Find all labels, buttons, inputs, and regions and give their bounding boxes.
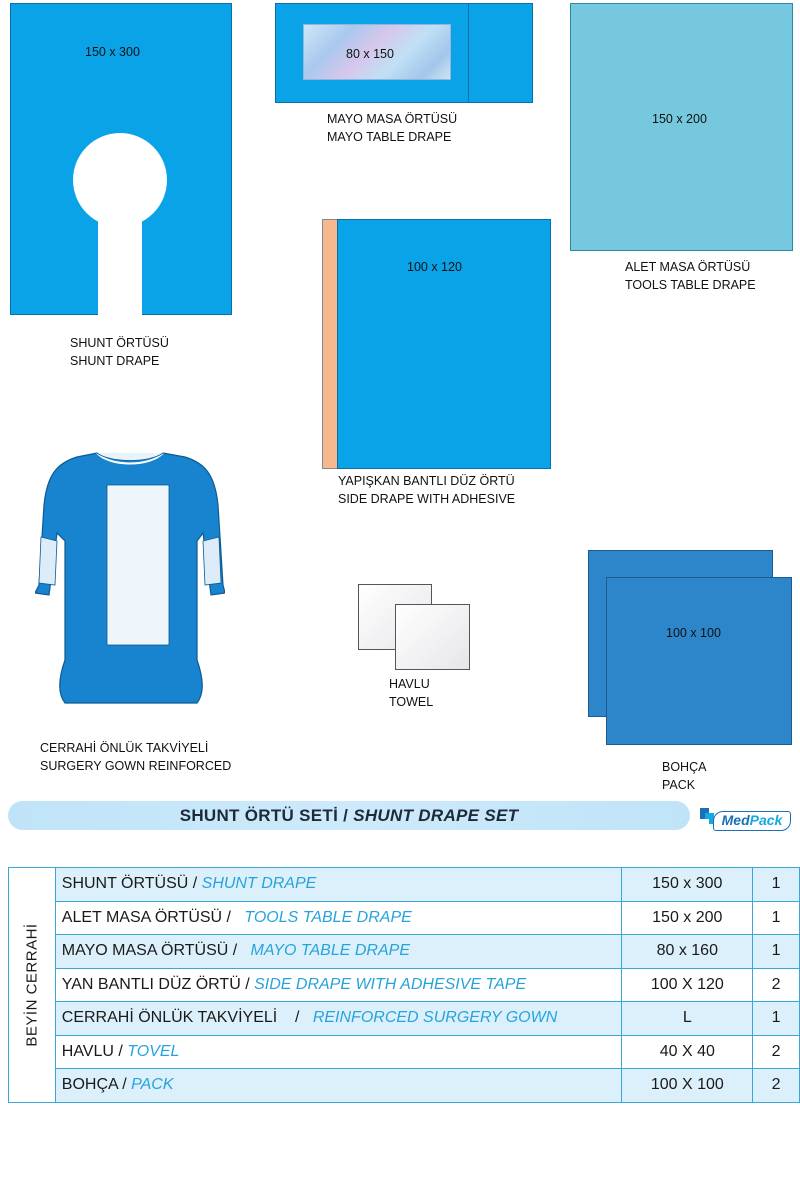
pack-caption-tr: BOHÇA — [662, 760, 707, 774]
side-drape-caption-en: SIDE DRAPE WITH ADHESIVE — [338, 492, 516, 506]
pack-size: 100 x 100 — [666, 626, 721, 640]
pack-caption-en: PACK — [662, 778, 696, 792]
medpack-logo-wordmark — [713, 811, 791, 831]
item-size-cell: 100 X 120 — [622, 968, 753, 1002]
side-drape-caption — [338, 472, 515, 508]
shunt-drape-opening — [73, 133, 167, 227]
shunt-drape-caption-tr: SHUNT ÖRTÜSÜ — [70, 336, 169, 350]
item-qty-cell: 2 — [753, 968, 800, 1002]
shunt-drape-size: 150 x 300 — [85, 45, 140, 59]
item-name-en: TOVEL — [127, 1042, 180, 1060]
set-title — [180, 806, 519, 826]
item-name-cell — [55, 1002, 622, 1036]
table-group-cell — [9, 868, 56, 1103]
item-size-cell: 150 x 200 — [622, 901, 753, 935]
towel-caption — [389, 675, 433, 711]
tools-drape-size: 150 x 200 — [652, 112, 707, 126]
towel-illustration-front — [395, 604, 470, 670]
item-qty-cell: 2 — [753, 1035, 800, 1069]
item-name-tr: ALET MASA ÖRTÜSÜ / — [61, 908, 231, 926]
side-drape-caption-tr: YAPIŞKAN BANTLI DÜZ ÖRTÜ — [338, 474, 515, 488]
mayo-drape-caption-tr: MAYO MASA ÖRTÜSÜ — [327, 112, 458, 126]
shunt-drape-caption — [70, 334, 169, 370]
tools-drape-caption-tr: ALET MASA ÖRTÜSÜ — [625, 260, 751, 274]
item-size-cell: 80 x 160 — [622, 935, 753, 969]
pack-caption — [662, 758, 706, 794]
mayo-drape-fold-line — [468, 3, 469, 103]
item-qty-cell: 2 — [753, 1069, 800, 1103]
logo-word-pack: Pack — [749, 812, 783, 828]
item-name-cell — [55, 901, 622, 935]
item-name-cell — [55, 935, 622, 969]
item-name-tr: MAYO MASA ÖRTÜSÜ / — [61, 942, 238, 960]
adhesive-tape-strip — [322, 219, 338, 469]
item-size-cell: 150 x 300 — [622, 868, 753, 902]
tools-drape-caption-en: TOOLS TABLE DRAPE — [625, 278, 756, 292]
item-name-tr: HAVLU / — [61, 1042, 123, 1060]
table-row — [9, 901, 800, 935]
set-contents-table — [8, 867, 800, 1103]
item-name-cell — [55, 968, 622, 1002]
mayo-drape-size: 80 x 150 — [346, 47, 394, 61]
logo-word-med: Med — [721, 812, 750, 828]
medpack-logo — [697, 804, 793, 834]
side-drape-illustration — [337, 219, 551, 469]
item-name-en: MAYO TABLE DRAPE — [250, 942, 410, 960]
surgery-gown-illustration — [35, 445, 225, 707]
table-row — [9, 968, 800, 1002]
gown-caption — [40, 739, 231, 775]
tools-drape-caption — [625, 258, 756, 294]
item-name-cell — [55, 1035, 622, 1069]
item-name-en: TOOLS TABLE DRAPE — [244, 908, 412, 926]
item-qty-cell: 1 — [753, 1002, 800, 1036]
set-title-en: SHUNT DRAPE SET — [353, 805, 519, 825]
item-qty-cell: 1 — [753, 868, 800, 902]
tools-table-drape-illustration — [570, 3, 793, 251]
item-name-tr: CERRAHİ ÖNLÜK TAKVİYELİ / — [61, 1009, 300, 1027]
table-row — [9, 935, 800, 969]
table-row — [9, 868, 800, 902]
item-qty-cell: 1 — [753, 935, 800, 969]
item-size-cell: 40 X 40 — [622, 1035, 753, 1069]
pack-illustration-front — [606, 577, 792, 745]
item-name-en: SIDE DRAPE WITH ADHESIVE TAPE — [254, 975, 527, 993]
table-group-label: BEYİN CERRAHİ — [23, 923, 41, 1047]
item-name-en: SHUNT DRAPE — [201, 875, 317, 893]
item-name-cell — [55, 868, 622, 902]
towel-caption-en: TOWEL — [389, 695, 434, 709]
item-name-tr: BOHÇA / — [61, 1076, 127, 1094]
item-name-tr: YAN BANTLI DÜZ ÖRTÜ / — [61, 975, 250, 993]
shunt-drape-caption-en: SHUNT DRAPE — [70, 354, 160, 368]
item-size-cell: L — [622, 1002, 753, 1036]
table-row — [9, 1002, 800, 1036]
item-name-cell — [55, 1069, 622, 1103]
mayo-drape-caption — [327, 110, 457, 146]
item-size-cell: 100 X 100 — [622, 1069, 753, 1103]
towel-caption-tr: HAVLU — [389, 677, 430, 691]
table-row — [9, 1035, 800, 1069]
set-title-banner — [8, 801, 690, 830]
gown-caption-en: SURGERY GOWN REINFORCED — [40, 759, 232, 773]
item-name-en: REINFORCED SURGERY GOWN — [312, 1009, 558, 1027]
table-row — [9, 1069, 800, 1103]
item-name-tr: SHUNT ÖRTÜSÜ / — [61, 875, 198, 893]
item-name-en: PACK — [131, 1076, 174, 1094]
gown-caption-tr: CERRAHİ ÖNLÜK TAKVİYELİ — [40, 741, 209, 755]
set-title-tr: SHUNT ÖRTÜ SETİ / — [179, 805, 349, 825]
mayo-drape-caption-en: MAYO TABLE DRAPE — [327, 130, 452, 144]
side-drape-size: 100 x 120 — [407, 260, 462, 274]
item-qty-cell: 1 — [753, 901, 800, 935]
